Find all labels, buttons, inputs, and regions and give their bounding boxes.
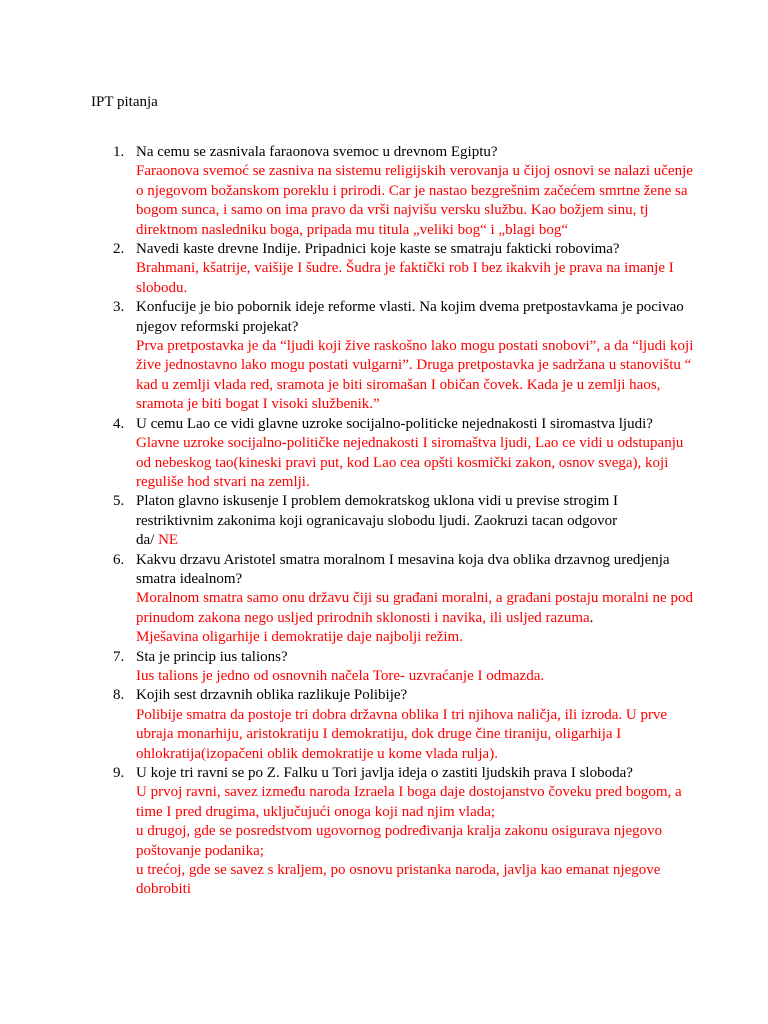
answer-text: Glavne uzroke socijalno-političke nejednakosti I siromaštva ljudi, Lao ce vidi u odstupanju od nebeskog tao(kineski pravi put, kod Lao cea opšti kosmički zakon, osnov svega), koji reguliše hod stvari na zemlji.: [136, 435, 684, 490]
question-text: Navedi kaste drevne Indije. Pripadnici koje kaste se smatraju fakticki robovima?: [136, 241, 620, 258]
question-item: [96, 648, 696, 687]
question-item: [96, 764, 696, 900]
answer-paragraph-1: U prvoj ravni, savez između naroda Izraela I boga daje dostojanstvo čoveku pred bogom, a time I pred drugima, uključujući onoga koji nad njim vlada;: [136, 784, 682, 820]
question-item: [96, 240, 696, 298]
question-number: 7.: [113, 648, 125, 665]
question-text: Sta je princip ius talions?: [136, 648, 288, 665]
answer-text: Faraonova svemoć se zasniva na sistemu religijskih verovanja u čijoj osnovi se nalazi učenje o njegovom božanskom poreklu i prirodi. Car je nastao bezgrešnim začećem smrtne žene sa bogom sunca, i samo on ima pravo da vrši najvišu versku službu. Kao božjem sinu, tj direktnom nasledniku boga, pripada mu titula „veliki bog“ i „blagi bog“: [136, 163, 693, 238]
question-item: [96, 143, 696, 240]
document-title: IPT pitanja: [91, 94, 158, 110]
question-number: 2.: [113, 241, 125, 258]
question-item: [96, 551, 696, 648]
answer-text-extra: Mješavina oligarhije i demokratije daje najbolji režim.: [136, 629, 463, 646]
answer-paragraph-3: u trećoj, gde se savez s kraljem, po osnovu pristanka naroda, javlja kao emanat njegove dobrobiti: [136, 862, 661, 898]
answer-text: [136, 589, 696, 628]
question-number: 3.: [113, 299, 125, 316]
question-number: 5.: [113, 493, 125, 510]
question-item: [96, 415, 696, 493]
answer-paragraph-2: u drugoj, gde se posredstvom ugovornog podređivanja kralja zakonu osigurava njegovo poštovanje podanika;: [136, 823, 663, 859]
choice-da: da/: [136, 532, 159, 549]
question-number: 6.: [113, 551, 125, 568]
question-text: Konfucije je bio pobornik ideje reforme vlasti. Na kojim dvema pretpostavkama je pocivao njegov reformski projekat?: [136, 299, 684, 335]
choice-ne-answer: NE: [158, 532, 179, 549]
question-list: [96, 143, 696, 900]
answer-main: Moralnom smatra samo onu državu čiji su građani moralni, a građani postaju moralni ne pod prinudom zakona nego usljed prirodnih sklonosti i navika, ili usljed razuma: [136, 590, 693, 626]
answer-text: Ius talions je jedno od osnovnih načela Tore- uzvraćanje I odmazda.: [136, 667, 545, 684]
answer-period: .: [589, 609, 594, 626]
question-number: 1.: [113, 144, 125, 160]
question-number: 4.: [113, 415, 125, 432]
answer-text: Polibije smatra da postoje tri dobra državna oblika I tri njihova naličja, ili izroda. U prve ubraja monarhiju, aristokratiju I demokratiju, dok druge čine tiraniju, oligarhija I ohlokratija(izopačeni oblik demokratije u kome vlada rulja).: [136, 706, 668, 762]
question-text: Kojih sest drzavnih oblika razlikuje Polibije?: [136, 687, 408, 704]
question-item: [96, 686, 696, 764]
question-text: U cemu Lao ce vidi glavne uzroke socijalno-politicke nejednakosti I siromastva ljudi?: [136, 415, 653, 432]
question-text: Kakvu drzavu Aristotel smatra moralnom I mesavina koja dva oblika drzavnog uredjenja smatra idealnom?: [136, 551, 670, 587]
question-item: [96, 298, 696, 414]
question-text: Platon glavno iskusenje I problem demokratskog uklona vidi u previse strogim I restriktivnim zakonima koji ogranicavaju slobodu ljudi. Zaokruzi tacan odgovor: [136, 493, 619, 529]
question-number: 8.: [113, 687, 125, 704]
answer-text: Brahmani, kšatrije, vaišije I šudre. Šudra je faktički rob I bez ikakvih je prava na imanje I slobodu.: [136, 260, 674, 296]
question-text: Na cemu se zasnivala faraonova svemoc u drevnom Egiptu?: [136, 144, 498, 160]
question-number: 9.: [113, 765, 125, 781]
answer-text: Prva pretpostavka je da “ljudi koji žive raskošno lako mogu postati snobovi”, a da “ljudi koji žive jednostavno lako mogu postati vulgarni”. Druga pretpostavka je sadržana u stanovištu “ kad u zemlji vlada red, sramota je biti siromašan I običan čovek. Kada je u zemlji haos, sramota je biti bogat I visoki službenik.”: [136, 338, 694, 413]
question-item: [96, 492, 696, 550]
question-text: U koje tri ravni se po Z. Falku u Tori javlja ideja o zastiti ljudskih prava I sloboda?: [136, 765, 633, 781]
choice-line: [136, 531, 696, 550]
